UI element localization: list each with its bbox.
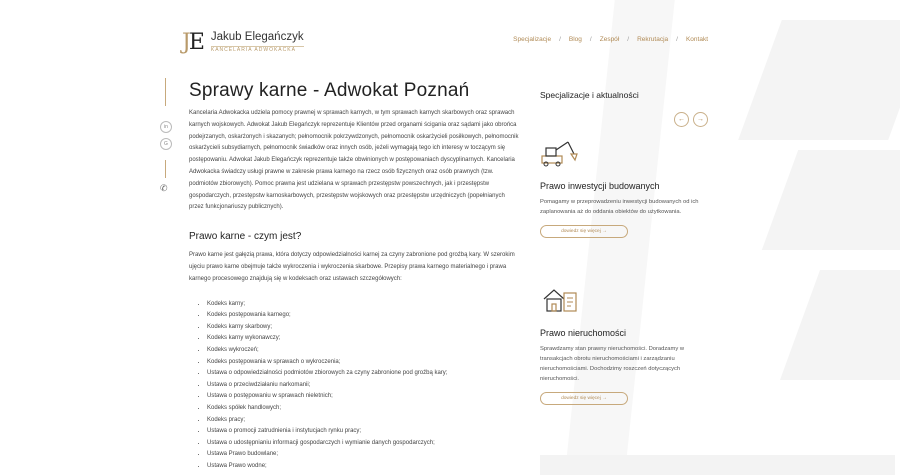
card-description: Pomagamy w przeprowadzeniu inwestycji budowanych od ich zaplanowania aż do oddania obiektów do użytkowania. — [540, 199, 699, 215]
logo[interactable] — [182, 30, 304, 55]
nav-separator: / — [627, 36, 630, 43]
list-item: • Ustawa o odpowiedzialności podmiotów zbiorowych za czyny zabronione pod groźbą kary; — [207, 368, 519, 380]
sidebar — [540, 90, 710, 401]
sidebar-title: Specjalizacje i aktualności — [540, 90, 639, 100]
card-title: Prawo nieruchomości — [540, 328, 627, 338]
background-shape — [762, 150, 900, 250]
card-description: Sprawdzamy stan prawny nieruchomości. Doradzamy w transakcjach obrotu nieruchomościami i zarządzaniu nieruchomościami. Dochodzimy roszczeń dotyczących nieruchomości. — [540, 346, 685, 382]
excavator-icon — [540, 138, 580, 168]
list-item: • Ustawa Prawo wodne; — [207, 461, 519, 473]
list-item: • Ustawa Prawo budowlane; — [207, 449, 519, 461]
nav-item-kontakt[interactable]: Kontakt — [685, 36, 708, 43]
specialization-card — [540, 138, 710, 238]
read-more-button[interactable]: dowiedz się więcej → — [540, 392, 628, 405]
background-shape — [540, 455, 895, 475]
card-title: Prawo inwestycji budowanych — [540, 181, 660, 191]
logo-mark-letter-a: J — [182, 30, 189, 55]
list-item: • Kodeks karny skarbowy; — [207, 322, 519, 334]
background-shape — [780, 270, 900, 380]
main-nav — [513, 36, 708, 43]
list-item: • Ustawa o udostępnianiu informacji gospodarczych i wymianie danych gospodarczych; — [207, 438, 519, 450]
phone-icon[interactable]: ✆ — [160, 183, 168, 193]
list-item: • Kodeks postępowania w sprawach o wykroczenia; — [207, 357, 519, 369]
linkedin-icon[interactable]: in — [160, 121, 172, 133]
arrow-left-icon[interactable]: ← — [674, 112, 689, 127]
list-item: • Kodeks wykroczeń; — [207, 345, 519, 357]
section-heading: Prawo karne - czym jest? — [189, 231, 302, 243]
logo-subtitle: KANCELARIA ADWOKACKA — [211, 46, 304, 53]
nav-separator: / — [589, 36, 592, 43]
nav-separator: / — [676, 36, 678, 43]
nav-separator: / — [559, 36, 561, 43]
page-title: Sprawy karne - Adwokat Poznań — [189, 80, 470, 101]
logo-mark-icon — [182, 30, 203, 55]
carousel-controls — [674, 112, 708, 127]
logo-mark-letter-b: E — [188, 30, 203, 55]
main-content — [189, 80, 519, 472]
arrow-right-icon[interactable]: → — [693, 112, 708, 127]
nav-item-zespol[interactable]: Zespół — [599, 36, 620, 43]
nav-item-specjalizacje[interactable]: Specjalizacje — [513, 36, 552, 43]
list-item: • Ustawa o postępowaniu w sprawach nieletnich; — [207, 391, 519, 403]
list-item: • Ustawa o przeciwdziałaniu narkomanii; — [207, 380, 519, 392]
list-item: • Kodeks karny; — [207, 299, 519, 311]
specialization-card — [540, 285, 710, 405]
left-rail-divider — [165, 78, 166, 106]
list-item: • Kodeks karny wykonawczy; — [207, 333, 519, 345]
nav-item-rekrutacja[interactable]: Rekrutacja — [637, 36, 669, 43]
background-shape — [738, 20, 900, 140]
logo-text — [211, 32, 304, 53]
site-header — [182, 30, 712, 54]
list-item: • Kodeks postępowania karnego; — [207, 310, 519, 322]
nav-item-blog[interactable]: Blog — [568, 36, 582, 43]
intro-paragraph: Kancelaria Adwokacka udziela pomocy prawnej w sprawach karnych, w tym sprawach karnych skarbowych oraz sprawach karnych wojskowych. Adwokat Jakub Elegańczyk reprezentuje Klientów przed organami ścigania oraz sądami jako obrońca podejrzanych, oskarżonych i skazanych; pełnomocnik pokrzywdzonych, pełnomocnik oskarżycieli posiłkowych, pełnomocnik oskarżycieli subsydiarnych, pełnomocnik świadków oraz innych osób, jeżeli wymagają tego ich interesy w toczącym się postępowaniu. Adwokat Jakub Elegańczyk reprezentuje także obwinionych w postępowaniach dyscyplinarnych. Kancelaria Adwokacka świadczy usługi prawne w zakresie prawa karnego na rzecz osób fizycznych oraz osób prawnych (tzw. podmiotów zbiorowych). Pomoc prawna jest udzielana w sprawach przestępstw powszechnych, jak i przestępstw gospodarczych, przestępstw karnoskarbowych, przestępstw wojskowych oraz przestępstw urzędniczych (popełnianych przez funkcjonariuszy publicznych). — [189, 110, 519, 211]
logo-name: Jakub Elegańczyk — [210, 31, 304, 44]
list-item: • Ustawa o promocji zatrudnienia i instytucjach rynku pracy; — [207, 426, 519, 438]
read-more-button[interactable]: dowiedz się więcej → — [540, 225, 628, 238]
section-paragraph: Prawo karne jest gałęzią prawa, która dotyczy odpowiedzialności karnej za czyny zabronione pod groźbą kary. W szerokim ujęciu prawo karne obejmuje także wykroczenia i wykroczenia skarbowe. Przepisy prawa karnego materialnego i prawa karnego procesowego znajdują się w kodeksach oraz ustawach szczegółowych: — [189, 252, 515, 282]
left-rail-divider — [165, 160, 166, 178]
list-item: • Kodeks pracy; — [207, 415, 519, 427]
google-icon[interactable]: G — [160, 138, 172, 150]
list-item: • Kodeks spółek handlowych; — [207, 403, 519, 415]
laws-list — [189, 299, 519, 473]
house-document-icon — [540, 285, 580, 315]
